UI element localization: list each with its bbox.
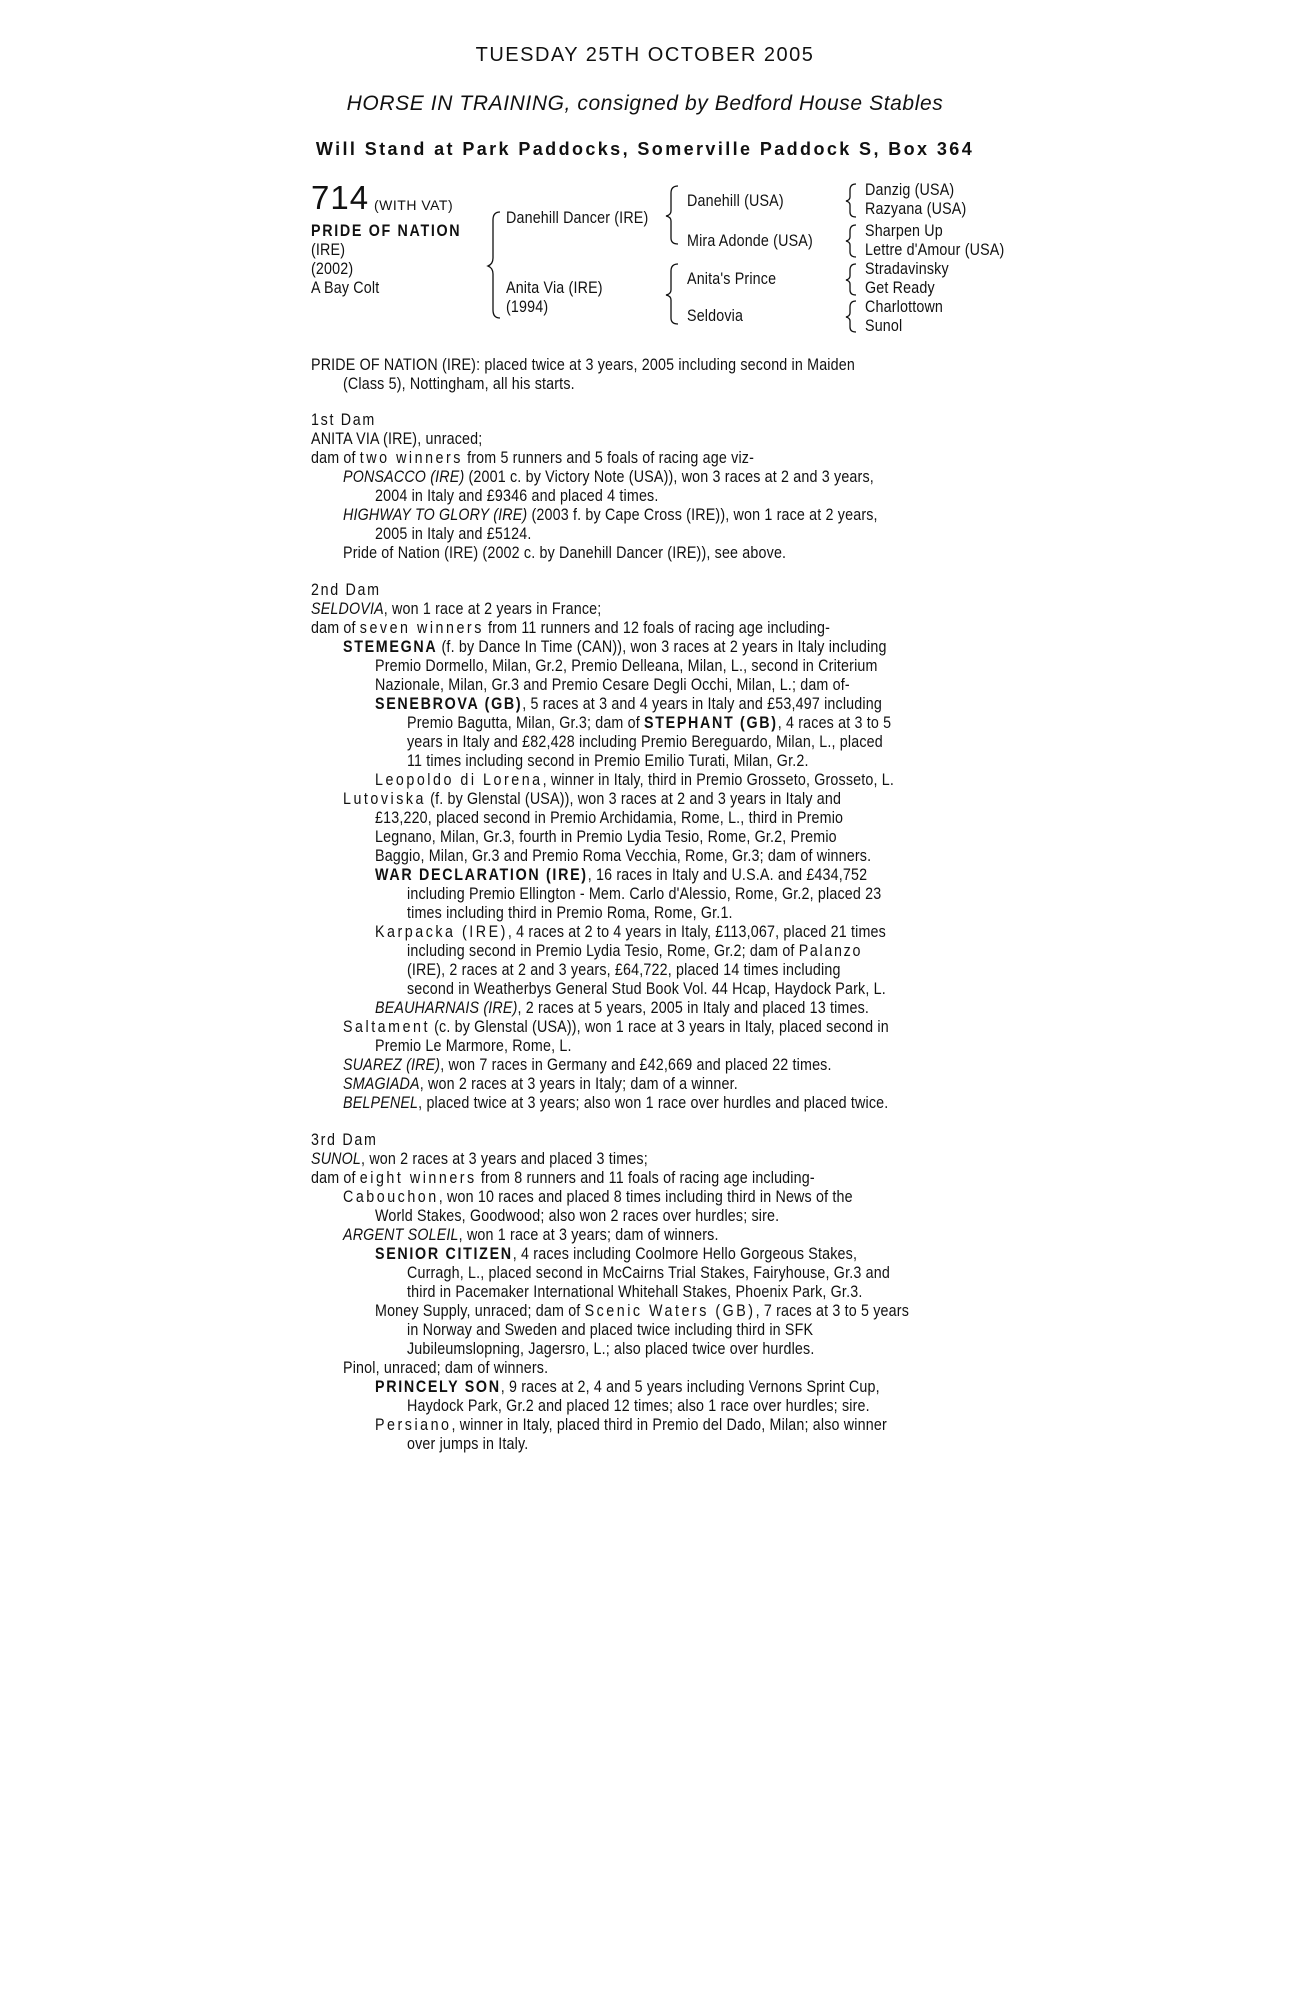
pedigree-sire-dam: Mira Adonde (USA)	[687, 231, 813, 250]
second-dam-line: Legnano, Milan, Gr.3, fourth in Premio Lydia Tesio, Rome, Gr.2, Premio	[375, 827, 837, 846]
second-dam-line: Leopoldo di Lorena, winner in Italy, third in Premio Grosseto, Grosseto, L.	[375, 770, 895, 789]
pedigree-g5: Stradavinsky	[865, 259, 949, 278]
second-dam-line: STEMEGNA (f. by Dance In Time (CAN)), won 3 races at 2 years in Italy including	[343, 637, 887, 656]
first-dam-line: Pride of Nation (IRE) (2002 c. by Danehill Dancer (IRE)), see above.	[343, 543, 787, 562]
brace-main	[488, 212, 500, 318]
first-dam-line: HIGHWAY TO GLORY (IRE) (2003 f. by Cape Cross (IRE)), won 1 race at 2 years,	[343, 505, 878, 524]
second-dam-heading: 2nd Dam	[311, 580, 381, 599]
third-dam-produce-line: dam of eight winners from 8 runners and 11 foals of racing age including-	[311, 1168, 815, 1187]
horse-name: PRIDE OF NATION	[311, 221, 462, 240]
first-dam-line: PONSACCO (IRE) (2001 c. by Victory Note (USA)), won 3 races at 2 and 3 years,	[343, 467, 874, 486]
pedigree-sire-sire: Danehill (USA)	[687, 191, 784, 210]
third-dam-line: Money Supply, unraced; dam of Scenic Waters (GB), 7 races at 3 to 5 years	[375, 1301, 910, 1320]
second-dam-line: including Premio Ellington - Mem. Carlo d'Alessio, Rome, Gr.2, placed 23	[407, 884, 882, 903]
first-dam-produce-line: dam of two winners from 5 runners and 5 foals of racing age viz-	[311, 448, 755, 467]
second-dam-line: second in Weatherbys General Stud Book Vol. 44 Hcap, Haydock Park, L.	[407, 979, 886, 998]
brace-g1	[846, 184, 856, 217]
first-dam-heading: 1st Dam	[311, 410, 376, 429]
second-dam-line: times including third in Premio Roma, Rome, Gr.1.	[407, 903, 733, 922]
second-dam-line: including second in Premio Lydia Tesio, Rome, Gr.2; dam of Palanzo	[407, 941, 863, 960]
third-dam-line: Curragh, L., placed second in McCairns Trial Stakes, Fairyhouse, Gr.3 and	[407, 1263, 890, 1282]
first-dam-line: 2005 in Italy and £5124.	[375, 524, 532, 543]
third-dam-line: Persiano, winner in Italy, placed third in Premio del Dado, Milan; also winner	[375, 1415, 887, 1434]
second-dam-line: Lutoviska (f. by Glenstal (USA)), won 3 races at 2 and 3 years in Italy and	[343, 789, 842, 808]
second-dam-line: Karpacka (IRE), 4 races at 2 to 4 years in Italy, £113,067, placed 21 times	[375, 922, 886, 941]
pedigree-g8: Sunol	[865, 316, 903, 335]
second-dam-line: SENEBROVA (GB), 5 races at 3 and 4 years in Italy and £53,497 including	[375, 694, 882, 713]
third-dam-line: ARGENT SOLEIL, won 1 race at 3 years; dam of winners.	[343, 1225, 719, 1244]
second-dam-line: Baggio, Milan, Gr.3 and Premio Roma Vecchia, Rome, Gr.3; dam of winners.	[375, 846, 872, 865]
third-dam-line: Haydock Park, Gr.2 and placed 12 times; also 1 race over hurdles; sire.	[407, 1396, 870, 1415]
second-dam-line: Nazionale, Milan, Gr.3 and Premio Cesare Degli Occhi, Milan, L.; dam of-	[375, 675, 850, 694]
third-dam-line: SENIOR CITIZEN, 4 races including Coolmore Hello Gorgeous Stakes,	[375, 1244, 858, 1263]
third-dam-line: PRINCELY SON, 9 races at 2, 4 and 5 years including Vernons Sprint Cup,	[375, 1377, 880, 1396]
stand-location: Will Stand at Park Paddocks, Somerville Paddock S, Box 364	[315, 139, 975, 159]
pedigree-sire: Danehill Dancer (IRE)	[506, 208, 649, 227]
third-dam-line: Cabouchon, won 10 races and placed 8 times including third in News of the	[343, 1187, 853, 1206]
sale-date: TUESDAY 25TH OCTOBER 2005	[475, 44, 815, 66]
third-dam-line: over jumps in Italy.	[407, 1434, 529, 1453]
vat-note: (WITH VAT)	[374, 197, 454, 213]
third-dam-line: Pinol, unraced; dam of winners.	[343, 1358, 549, 1377]
brace-sire	[666, 186, 678, 244]
horse-suffix: (IRE)	[311, 240, 346, 259]
first-dam-line: 2004 in Italy and £9346 and placed 4 times.	[375, 486, 659, 505]
pedigree-g4: Lettre d'Amour (USA)	[865, 240, 1005, 259]
second-dam-line: Premio Le Marmore, Rome, L.	[375, 1036, 572, 1055]
pedigree-g2: Razyana (USA)	[865, 199, 967, 218]
third-dam-heading: 3rd Dam	[311, 1130, 378, 1149]
second-dam-line: Premio Dormello, Milan, Gr.2, Premio Delleana, Milan, L., second in Criterium	[375, 656, 878, 675]
second-dam-line: SMAGIADA, won 2 races at 3 years in Italy; dam of a winner.	[343, 1074, 738, 1093]
third-dam-line: World Stakes, Goodwood; also won 2 races over hurdles; sire.	[375, 1206, 780, 1225]
pedigree-g6: Get Ready	[865, 278, 935, 297]
second-dam-line: Saltament (c. by Glenstal (USA)), won 1 race at 3 years in Italy, placed second in	[343, 1017, 889, 1036]
consignment-line: HORSE IN TRAINING, consigned by Bedford House Stables	[346, 92, 944, 115]
second-dam-line: WAR DECLARATION (IRE), 16 races in Italy and U.S.A. and £434,752	[375, 865, 868, 884]
pedigree-dam-year: (1994)	[506, 297, 549, 316]
second-dam-line: BELPENEL, placed twice at 3 years; also won 1 race over hurdles and placed twice.	[343, 1093, 889, 1112]
pedigree-dam-dam: Seldovia	[687, 306, 744, 325]
horse-description: A Bay Colt	[311, 278, 380, 297]
third-dam-line: Jubileumslopning, Jagersro, L.; also placed twice over hurdles.	[407, 1339, 815, 1358]
third-dam-line: SUNOL, won 2 races at 3 years and placed 3 times;	[311, 1149, 648, 1168]
pedigree-g1: Danzig (USA)	[865, 180, 955, 199]
second-dam-line: BEAUHARNAIS (IRE), 2 races at 5 years, 2005 in Italy and placed 13 times.	[375, 998, 870, 1017]
pedigree-g7: Charlottown	[865, 297, 944, 316]
pedigree-dam-sire: Anita's Prince	[687, 269, 777, 288]
brace-g4	[846, 301, 856, 332]
third-dam-line: third in Pacemaker International Whitehall Stakes, Phoenix Park, Gr.3.	[407, 1282, 863, 1301]
brace-g2	[846, 225, 856, 257]
second-dam-line: (IRE), 2 races at 2 and 3 years, £64,722, placed 14 times including	[407, 960, 841, 979]
horse-year: (2002)	[311, 259, 354, 278]
second-dam-line: £13,220, placed second in Premio Archidamia, Rome, L., third in Premio	[375, 808, 844, 827]
third-dam-line: in Norway and Sweden and placed twice including third in SFK	[407, 1320, 814, 1339]
second-dam-line: years in Italy and £82,428 including Premio Bereguardo, Milan, L., placed	[407, 732, 883, 751]
summary-line-2: (Class 5), Nottingham, all his starts.	[343, 374, 575, 393]
second-dam-line: SELDOVIA, won 1 race at 2 years in France;	[311, 599, 602, 618]
pedigree-dam: Anita Via (IRE)	[506, 278, 603, 297]
pedigree-g3: Sharpen Up	[865, 221, 943, 240]
second-dam-line: SUAREZ (IRE), won 7 races in Germany and £42,669 and placed 22 times.	[343, 1055, 832, 1074]
pedigree-braces	[0, 0, 1290, 400]
brace-dam	[666, 264, 678, 324]
brace-g3	[846, 264, 856, 295]
second-dam-line: Premio Bagutta, Milan, Gr.3; dam of STEPHANT (GB), 4 races at 3 to 5	[407, 713, 892, 732]
second-dam-produce-line: dam of seven winners from 11 runners and 12 foals of racing age including-	[311, 618, 831, 637]
second-dam-line: 11 times including second in Premio Emilio Turati, Milan, Gr.2.	[407, 751, 809, 770]
summary-line-1: PRIDE OF NATION (IRE): placed twice at 3 years, 2005 including second in Maiden	[311, 355, 855, 374]
first-dam-line: ANITA VIA (IRE), unraced;	[311, 429, 483, 448]
lot-number: 714	[311, 179, 370, 216]
